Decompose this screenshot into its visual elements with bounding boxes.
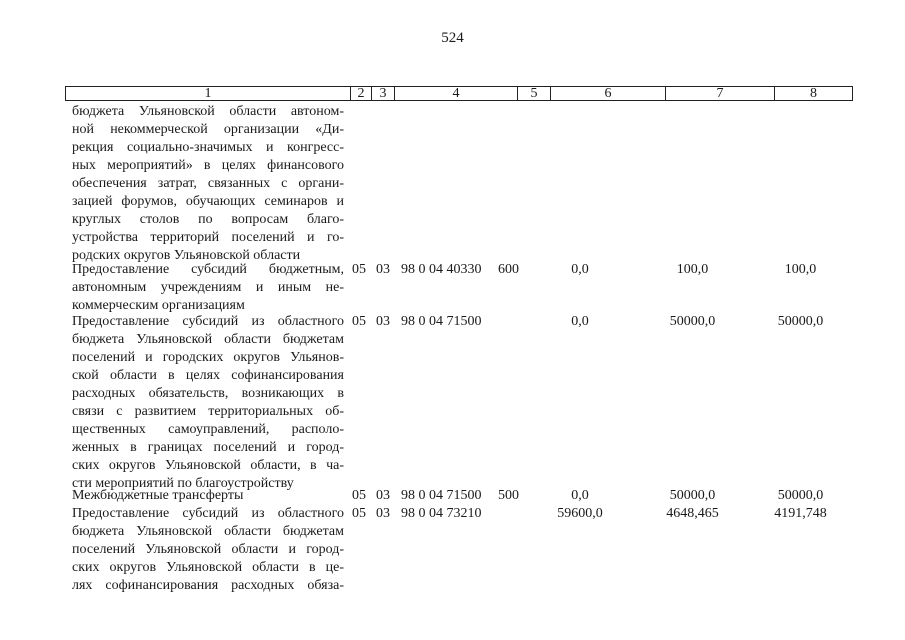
description-line: круглых столов по вопросам благо- [72, 212, 344, 227]
description-line: Межбюджетные трансферты [72, 488, 244, 503]
target-article-code: 98 0 04 73210 [401, 506, 482, 521]
amount-col-6: 0,0 [571, 314, 589, 329]
description-line: зацией форумов, обучающих семинаров и [72, 194, 344, 209]
amount-col-7: 50000,0 [669, 314, 716, 329]
razdel-code: 05 [352, 314, 366, 329]
amount-col-7: 50000,0 [669, 488, 716, 503]
description-line: сти мероприятий по благоустройству [72, 476, 294, 491]
header-col-7: 7 [665, 87, 774, 100]
row-description [72, 261, 344, 315]
description-line: родских округов Ульяновской области [72, 248, 301, 263]
header-col-1: 1 [204, 86, 212, 101]
target-article-code: 98 0 04 71500 [401, 488, 482, 503]
amount-col-8: 100,0 [784, 262, 817, 277]
description-line: щественных самоуправлений, располо- [72, 422, 344, 437]
razdel-code: 05 [352, 488, 366, 503]
razdel-code: 05 [352, 506, 366, 521]
description-line: рекция социально-значимых и конгресс- [72, 140, 344, 155]
podrazdel-code: 03 [376, 262, 390, 277]
table-header [65, 86, 853, 101]
amount-col-6: 0,0 [571, 488, 589, 503]
amount-col-8: 4191,748 [774, 506, 827, 521]
razdel-code: 05 [352, 262, 366, 277]
description-line: поселений и городских округов Ульянов- [72, 350, 344, 365]
description-line: ной некоммерческой организации «Ди- [72, 122, 344, 137]
target-article-code: 98 0 04 40330 [401, 262, 482, 277]
description-line: бюджета Ульяновской области бюджетам [72, 332, 344, 347]
amount-col-8: 50000,0 [777, 488, 824, 503]
description-line: Предоставление субсидий из областного [72, 506, 344, 521]
description-line: связи с развитием территориальных об- [72, 404, 344, 419]
podrazdel-code: 03 [376, 488, 390, 503]
description-line: бюджета Ульяновской области автоном- [72, 104, 344, 119]
header-col-8: 8 [774, 87, 852, 100]
header-col-2: 2 [350, 87, 371, 100]
amount-col-6: 59600,0 [557, 506, 603, 521]
row-description [72, 313, 344, 493]
description-line: обеспечения затрат, связанных с органи- [72, 176, 344, 191]
expense-type-code: 500 [498, 488, 519, 503]
header-col-5: 5 [517, 87, 550, 100]
header-col-6: 6 [550, 87, 665, 100]
expense-type-code: 600 [498, 262, 519, 277]
description-line: коммерческим организациям [72, 298, 245, 313]
description-line: автономным учреждениям и иным не- [72, 280, 344, 295]
description-line: ских округов Ульяновской области, в ча- [72, 458, 344, 473]
header-col-4: 4 [394, 87, 517, 100]
podrazdel-code: 03 [376, 314, 390, 329]
description-line: поселений Ульяновской области и город- [72, 542, 344, 557]
header-col-3: 3 [371, 87, 394, 100]
amount-col-6: 0,0 [571, 262, 589, 277]
amount-col-7: 100,0 [676, 262, 709, 277]
description-line: лях софинансирования расходных обяза- [72, 578, 344, 593]
description-line: женных в границах поселений и город- [72, 440, 344, 455]
amount-col-7: 4648,465 [666, 506, 719, 521]
target-article-code: 98 0 04 71500 [401, 314, 482, 329]
description-line: ской области в целях софинансирования [72, 368, 344, 383]
description-line: устройства территорий поселений и го- [72, 230, 344, 245]
description-line: Предоставление субсидий из областного [72, 314, 344, 329]
row-description [72, 505, 344, 595]
podrazdel-code: 03 [376, 506, 390, 521]
description-line: ских округов Ульяновской области в це- [72, 560, 344, 575]
page-number: 524 [441, 30, 464, 46]
amount-col-8: 50000,0 [777, 314, 824, 329]
row-description [72, 103, 344, 265]
row-description [72, 487, 344, 505]
description-line: расходных обязательств, возникающих в [72, 386, 344, 401]
description-line: Предоставление субсидий бюджетным, [72, 262, 344, 277]
description-line: бюджета Ульяновской области бюджетам [72, 524, 344, 539]
description-line: ных мероприятий» в целях финансового [72, 158, 344, 173]
